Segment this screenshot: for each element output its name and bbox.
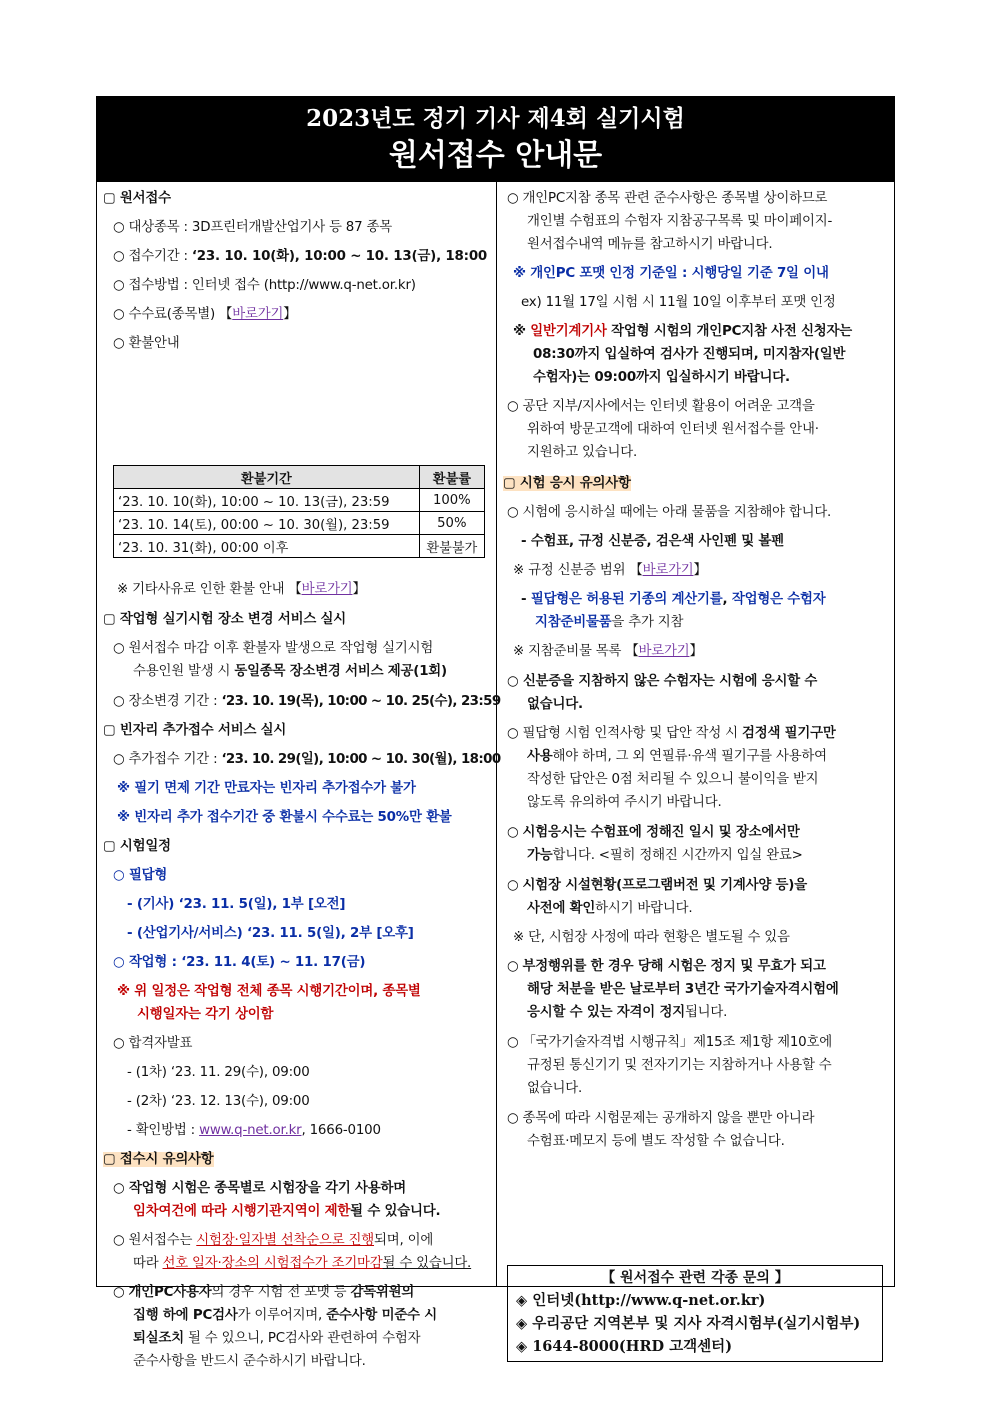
supplies-list-note: ※ 지참준비물 목록 【바로가기】 <box>513 644 703 659</box>
supplies-list-link[interactable]: 바로가기 <box>638 644 690 659</box>
precaution-1: ○ 작업형 시험은 종목별로 시험장을 각기 사용하며 <box>113 1181 406 1196</box>
contact-website: ◈ 인터넷(http://www.q-net.or.kr) <box>516 1292 766 1309</box>
mechanical-note-3: 수험자)는 09:00까지 입실하시기 바랍니다. <box>533 370 790 385</box>
vacancy-note-2: ※ 빈자리 추가 접수기간 중 환불시 수수료는 50%만 환불 <box>117 810 452 825</box>
precaution-3c: 퇴실조치 될 수 있으니, PC검사와 관련하여 수험자 <box>133 1331 421 1346</box>
result-second: - (2차) ‘23. 12. 13(수), 09:00 <box>127 1094 310 1109</box>
venue-rule-2: 가능합니다. <필히 정해진 시간까지 입실 완료> <box>527 848 803 863</box>
schedule-note-1: ※ 위 일정은 작업형 전체 종목 시행기간이며, 종목별 <box>117 984 421 999</box>
device-rule-3: 없습니다. <box>527 1081 582 1096</box>
section-title-application: ▢ 원서접수 <box>103 191 171 206</box>
result-announcement-label: ○ 합격자발표 <box>113 1036 193 1051</box>
other-refund-link[interactable]: 바로가기 <box>301 582 353 597</box>
refund-period-cell: ‘23. 10. 14(토), 00:00 ~ 10. 30(월), 23:59 <box>114 512 420 535</box>
mechanical-note-2: 08:30까지 입실하여 검사가 진행되며, 미지참자(일반 <box>533 347 846 362</box>
vacancy-period: ○ 추가접수 기간 : ‘23. 10. 29(일), 10:00 ~ 10. 30(월), 18:00 <box>113 752 501 767</box>
branch-support-2: 위하여 방문고객에 대하여 인터넷 원서접수를 안내· <box>527 422 819 437</box>
fee-shortcut-link[interactable]: 바로가기 <box>232 307 284 322</box>
calculator-note-2: 지참준비물품을 추가 지참 <box>535 615 684 630</box>
refund-period-header: 환불기간 <box>114 466 420 489</box>
device-rule-1: ○ 「국가기술자격법 시행규칙」제15조 제1항 제10호에 <box>507 1035 832 1050</box>
column-divider <box>496 182 497 1286</box>
venue-change-desc-2: 수용인원 발생 시 동일종목 장소변경 서비스 제공(1회) <box>133 664 447 679</box>
notice-document <box>96 96 895 1369</box>
precaution-3d: 준수사항을 반드시 준수하시기 바랍니다. <box>133 1354 366 1369</box>
mechanical-note-1: ※ 일반기계기사 작업형 시험의 개인PC지참 사전 신청자는 <box>513 324 853 339</box>
header-banner <box>97 97 894 182</box>
schedule-note-2: 시행일자는 각기 상이함 <box>137 1007 274 1022</box>
pen-rule-3: 작성한 답안은 0점 처리될 수 있으니 불이익을 받지 <box>527 772 819 787</box>
calculator-note-1: - 필답형은 허용된 기종의 계산기를, 작업형은 수험자 <box>521 592 826 607</box>
result-first: - (1차) ‘23. 11. 29(수), 09:00 <box>127 1065 310 1080</box>
refund-rate-header: 환불률 <box>419 466 484 489</box>
section-title-exam-precautions: ▢ 시험 응시 유의사항 <box>503 476 631 491</box>
written-exam-label: ○ 필답형 <box>113 868 168 883</box>
section-title-vacancy: ▢ 빈자리 추가접수 서비스 실시 <box>103 723 287 738</box>
written-exam-engineer: - (기사) ‘23. 11. 5(일), 1부 [오전] <box>127 897 346 912</box>
contact-regional-office: ◈ 우리공단 지역본부 및 지사 자격시험부(실기시험부) <box>516 1315 861 1332</box>
precaution-2: ○ 원서접수는 시험장·일자별 선착순으로 진행되며, 이에 <box>113 1233 434 1248</box>
pc-format-example: ex) 11월 17일 시험 시 11월 10일 이후부터 포맷 인정 <box>521 295 836 310</box>
id-range-note: ※ 규정 신분증 범위 【바로가기】 <box>513 563 707 578</box>
pen-rule-2: 사용해야 하며, 그 외 연필류·유색 필기구를 사용하여 <box>527 749 827 764</box>
section-title-venue-change: ▢ 작업형 실기시험 장소 변경 서비스 실시 <box>103 612 346 627</box>
cheating-rule-1: ○ 부정행위를 한 경우 당해 시험은 정지 및 무효가 되고 <box>507 959 826 974</box>
venue-rule-1: ○ 시험응시는 수험표에 정해진 일시 및 장소에서만 <box>507 825 800 840</box>
page-subtitle: 원서접수 안내문 <box>388 138 603 173</box>
table-row <box>114 512 485 535</box>
table-header-row <box>114 466 485 489</box>
application-period: ○ 접수기간 : ‘23. 10. 10(화), 10:00 ~ 10. 13(금), 18:00 <box>113 249 488 264</box>
id-required-1: ○ 신분증을 지참하지 않은 수험자는 시험에 응시할 수 <box>507 674 818 689</box>
qnet-link[interactable]: www.q-net.or.kr <box>199 1123 302 1138</box>
refund-table <box>113 465 485 558</box>
other-refund-note: ※ 기타사유로 인한 환불 안내 【바로가기】 <box>117 582 366 597</box>
refund-rate-cell: 50% <box>419 512 484 535</box>
fee-line: ○ 수수료(종목별) 【바로가기】 <box>113 307 297 322</box>
written-exam-industrial: - (산업기사/서비스) ‘23. 11. 5(일), 2부 [오후] <box>127 926 414 941</box>
section-title-schedule: ▢ 시험일정 <box>103 839 171 854</box>
items-to-bring: ○ 시험에 응시하실 때에는 아래 물품을 지참해야 합니다. <box>507 505 832 520</box>
refund-info-label: ○ 환불안내 <box>113 336 180 351</box>
venue-change-period: ○ 장소변경 기간 : ‘23. 10. 19(목), 10:00 ~ 10. 25(수), 23:59 <box>113 694 501 709</box>
table-row <box>114 489 485 512</box>
precaution-1b: 임차여건에 따라 시행기관지역이 제한될 수 있습니다. <box>133 1204 441 1219</box>
facility-note: ※ 단, 시험장 사정에 따라 현황은 별도될 수 있음 <box>513 930 790 945</box>
cheating-rule-3: 응시할 수 있는 자격이 정지됩니다. <box>527 1005 728 1020</box>
practical-exam-period: ○ 작업형 : ‘23. 11. 4(토) ~ 11. 17(금) <box>113 955 366 970</box>
id-required-2: 없습니다. <box>527 697 583 712</box>
result-check-method: - 확인방법 : www.q-net.or.kr, 1666-0100 <box>127 1123 381 1138</box>
table-row <box>114 535 485 558</box>
contact-phone: ◈ 1644-8000(HRD 고객센터) <box>516 1338 733 1355</box>
contact-title: 【 원서접수 관련 각종 문의 】 <box>601 1270 789 1286</box>
precaution-2b: 따라 선호 일자·장소의 시험접수가 조기마감될 수 있습니다. <box>133 1256 472 1271</box>
page-title: 2023년도 정기 기사 제4회 실기시험 <box>306 105 685 132</box>
precaution-3b: 집행 하에 PC검사가 이루어지며, 준수사항 미준수 시 <box>133 1308 437 1323</box>
pc-rule-1c: 원서접수내역 메뉴를 참고하시기 바랍니다. <box>527 237 773 252</box>
refund-period-cell: ‘23. 10. 10(화), 10:00 ~ 10. 13(금), 23:59 <box>114 489 420 512</box>
target-items: ○ 대상종목 : 3D프린터개발산업기사 등 87 종목 <box>113 220 392 235</box>
application-method: ○ 접수방법 : 인터넷 접수 (http://www.q-net.or.kr) <box>113 278 416 293</box>
id-range-link[interactable]: 바로가기 <box>642 563 694 578</box>
venue-change-desc: ○ 원서접수 마감 이후 환불자 발생으로 작업형 실기시험 <box>113 641 434 656</box>
items-list: - 수험표, 규정 신분증, 검은색 사인펜 및 볼펜 <box>521 534 784 549</box>
precaution-3: ○ 개인PC사용자의 경우 시험 전 포맷 등 감독위원의 <box>113 1285 415 1300</box>
refund-rate-cell: 환불불가 <box>419 535 484 558</box>
refund-period-cell: ‘23. 10. 31(화), 00:00 이후 <box>114 535 420 558</box>
cheating-rule-2: 해당 처분을 받은 날로부터 3년간 국가기술자격시험에 <box>527 982 839 997</box>
vacancy-note-1: ※ 필기 면제 기간 만료자는 빈자리 추가접수가 불가 <box>117 781 416 796</box>
branch-support-1: ○ 공단 지부/지사에서는 인터넷 활용이 어려운 고객을 <box>507 399 815 414</box>
section-title-precautions: ▢ 접수시 유의사항 <box>103 1152 214 1167</box>
branch-support-3: 지원하고 있습니다. <box>527 445 637 460</box>
question-rule-2: 수험표·메모지 등에 별도 작성할 수 없습니다. <box>527 1134 785 1149</box>
question-rule-1: ○ 종목에 따라 시험문제는 공개하지 않을 뿐만 아니라 <box>507 1111 815 1126</box>
pc-rule-1b: 개인별 수험표의 수험자 지참공구목록 및 마이페이지- <box>527 214 833 229</box>
pc-rule-1: ○ 개인PC지참 종목 관련 준수사항은 종목별 상이하므로 <box>507 191 828 206</box>
contact-box <box>507 1265 883 1362</box>
pen-rule-1: ○ 필답형 시험 인적사항 및 답안 작성 시 검정색 필기구만 <box>507 726 836 741</box>
pc-format-note: ※ 개인PC 포맷 인정 기준일 : 시행당일 기준 7일 이내 <box>513 266 829 281</box>
content-columns <box>97 182 894 1369</box>
refund-rate-cell: 100% <box>419 489 484 512</box>
facility-rule-2: 사전에 확인하시기 바랍니다. <box>527 901 693 916</box>
pen-rule-4: 않도록 유의하여 주시기 바랍니다. <box>527 795 722 810</box>
device-rule-2: 규정된 통신기기 및 전자기기는 지참하거나 사용할 수 <box>527 1058 832 1073</box>
facility-rule-1: ○ 시험장 시설현황(프로그램버전 및 기계사양 등)을 <box>507 878 807 893</box>
